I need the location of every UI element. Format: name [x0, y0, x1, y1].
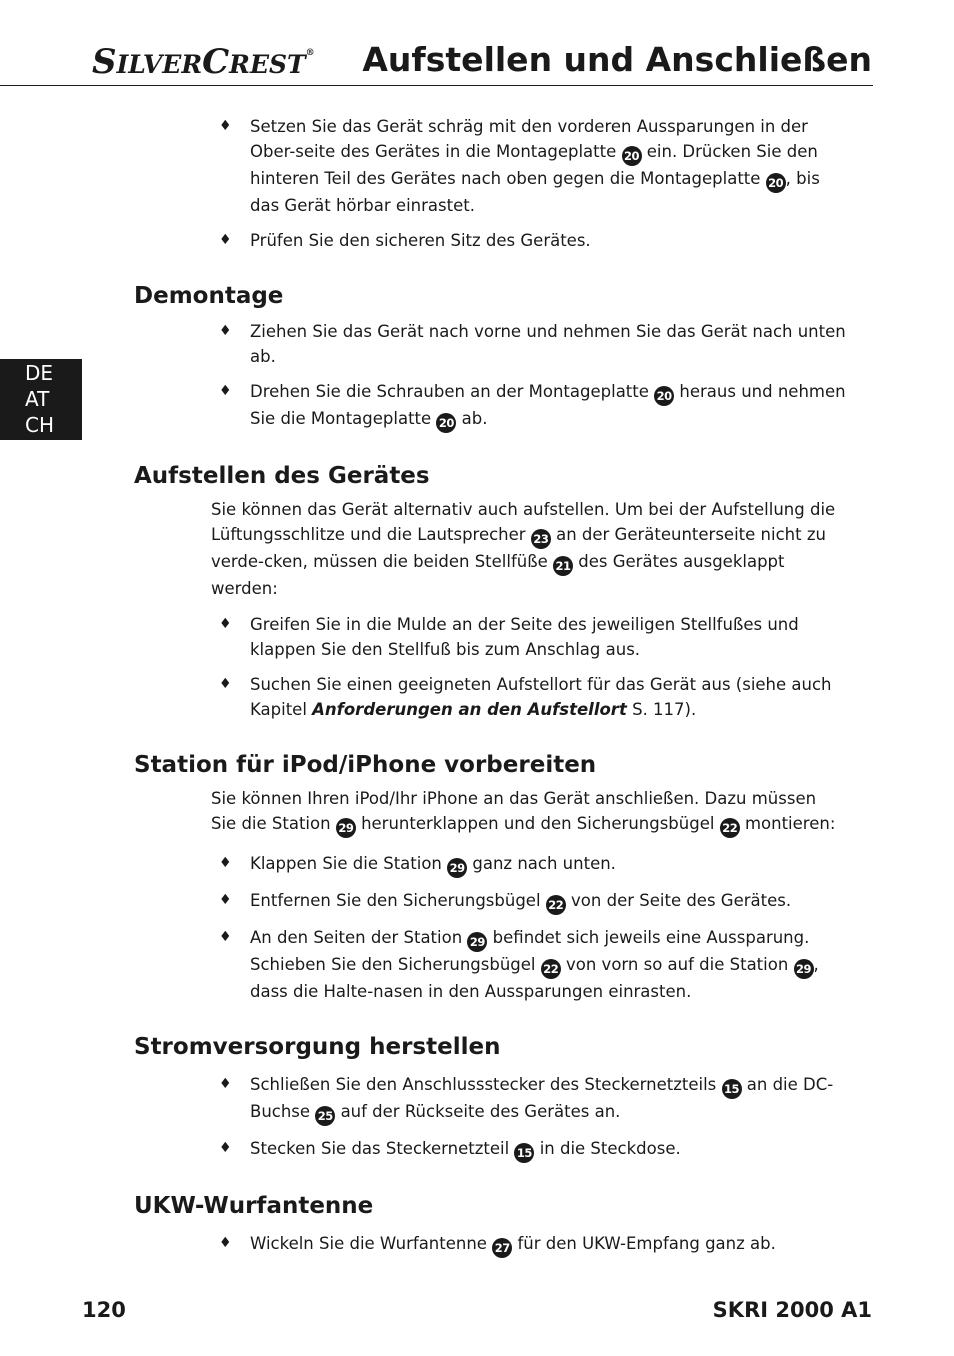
bullet-diamond-icon: ♦	[219, 1140, 232, 1156]
bullet-diamond-icon: ♦	[219, 929, 232, 945]
paragraph: Sie können Ihren iPod/Ihr iPhone an das Gerät anschließen. Dazu müssen Sie die Station 29 herunterklappen und den Sicherungsbügel 22 montieren:	[211, 786, 841, 838]
bullet-diamond-icon: ♦	[219, 676, 232, 692]
list-item: ♦ Suchen Sie einen geeigneten Aufstellort für das Gerät aus (siehe auch Kapitel Anforderungen an den Aufstellort S. 117).	[250, 672, 846, 722]
reference-number: 29	[467, 932, 487, 952]
reference-number: 29	[447, 858, 467, 878]
brand-logo: SILVERCREST®	[92, 42, 315, 82]
reference-number: 22	[546, 895, 566, 915]
header-rule	[0, 85, 873, 86]
reference-number: 20	[436, 413, 456, 433]
section-heading-strom: Stromversorgung herstellen	[134, 1034, 501, 1060]
bullet-diamond-icon: ♦	[219, 616, 232, 632]
list-item: ♦ Prüfen Sie den sicheren Sitz des Gerätes.	[250, 228, 846, 253]
list-item: ♦ Stecken Sie das Steckernetzteil 15 in die Steckdose.	[250, 1136, 846, 1163]
bullet-diamond-icon: ♦	[219, 118, 232, 134]
list-item: ♦ Drehen Sie die Schrauben an der Montageplatte 20 heraus und nehmen Sie die Montageplatte 20 ab.	[250, 379, 846, 433]
chapter-reference: Anforderungen an den Aufstellort	[312, 700, 627, 719]
bullet-diamond-icon: ♦	[219, 855, 232, 871]
bullet-diamond-icon: ♦	[219, 1235, 232, 1251]
paragraph: Sie können das Gerät alternativ auch aufstellen. Um bei der Aufstellung die Lüftungsschlitze und die Lautsprecher 23 an der Geräteunterseite nicht zu verde-cken, müssen die beiden Stellfüße 21 des Gerätes ausgeklappt werden:	[211, 500, 836, 598]
bullet-diamond-icon: ♦	[219, 383, 232, 399]
list-item: ♦ Schließen Sie den Anschlussstecker des Steckernetzteils 15 an die DC-Buchse 25 auf der Rückseite des Gerätes an.	[250, 1072, 846, 1126]
reference-number: 29	[794, 959, 814, 979]
section-heading-ukw: UKW-Wurfantenne	[134, 1193, 374, 1219]
reference-number: 22	[720, 818, 740, 838]
bullet-diamond-icon: ♦	[219, 323, 232, 339]
reference-number: 15	[722, 1079, 742, 1099]
bullet-diamond-icon: ♦	[219, 232, 232, 248]
list-item: ♦ Entfernen Sie den Sicherungsbügel 22 von der Seite des Gerätes.	[250, 888, 846, 915]
model-number: SKRI 2000 A1	[712, 1298, 872, 1322]
list-item: ♦ Wickeln Sie die Wurfantenne 27 für den UKW-Empfang ganz ab.	[250, 1231, 846, 1258]
list-item: ♦ Setzen Sie das Gerät schräg mit den vorderen Aussparungen in der Ober-seite des Gerätes in die Montageplatte 20 ein. Drücken Sie den hinteren Teil des Gerätes nach oben gegen die Montageplatte 20 , bis das Gerät hörbar einrastet.	[250, 114, 846, 218]
lang-de: DE	[25, 361, 54, 385]
list-item: ♦ Greifen Sie in die Mulde an der Seite des jeweiligen Stellfußes und klappen Sie den Stellfuß bis zum Anschlag aus.	[250, 612, 846, 662]
reference-number: 27	[492, 1238, 512, 1258]
section-heading-demontage: Demontage	[134, 283, 284, 309]
reference-number: 20	[654, 386, 674, 406]
reference-number: 29	[336, 818, 356, 838]
page-title: Aufstellen und Anschließen	[362, 40, 872, 79]
page-number: 120	[82, 1298, 126, 1322]
lang-ch: CH	[25, 413, 55, 437]
reference-number: 25	[315, 1106, 335, 1126]
reference-number: 15	[514, 1143, 534, 1163]
reference-number: 23	[531, 529, 551, 549]
list-item: ♦ Klappen Sie die Station 29 ganz nach unten.	[250, 851, 846, 878]
page-content	[0, 114, 954, 1258]
reference-number: 21	[553, 556, 573, 576]
lang-at: AT	[25, 387, 50, 411]
list-item: ♦ Ziehen Sie das Gerät nach vorne und nehmen Sie das Gerät nach unten ab.	[250, 319, 846, 369]
reference-number: 20	[766, 173, 786, 193]
section-heading-aufstellen: Aufstellen des Gerätes	[134, 463, 430, 489]
bullet-diamond-icon: ♦	[219, 1076, 232, 1092]
list-item: ♦ An den Seiten der Station 29 befindet sich jeweils eine Aussparung. Schieben Sie den Sicherungsbügel 22 von vorn so auf die Station 29 , dass die Halte-nasen in den Aussparungen einrasten.	[250, 925, 846, 1004]
reference-number: 22	[541, 959, 561, 979]
bullet-diamond-icon: ♦	[219, 892, 232, 908]
reference-number: 20	[622, 146, 642, 166]
section-heading-station: Station für iPod/iPhone vorbereiten	[134, 752, 597, 778]
